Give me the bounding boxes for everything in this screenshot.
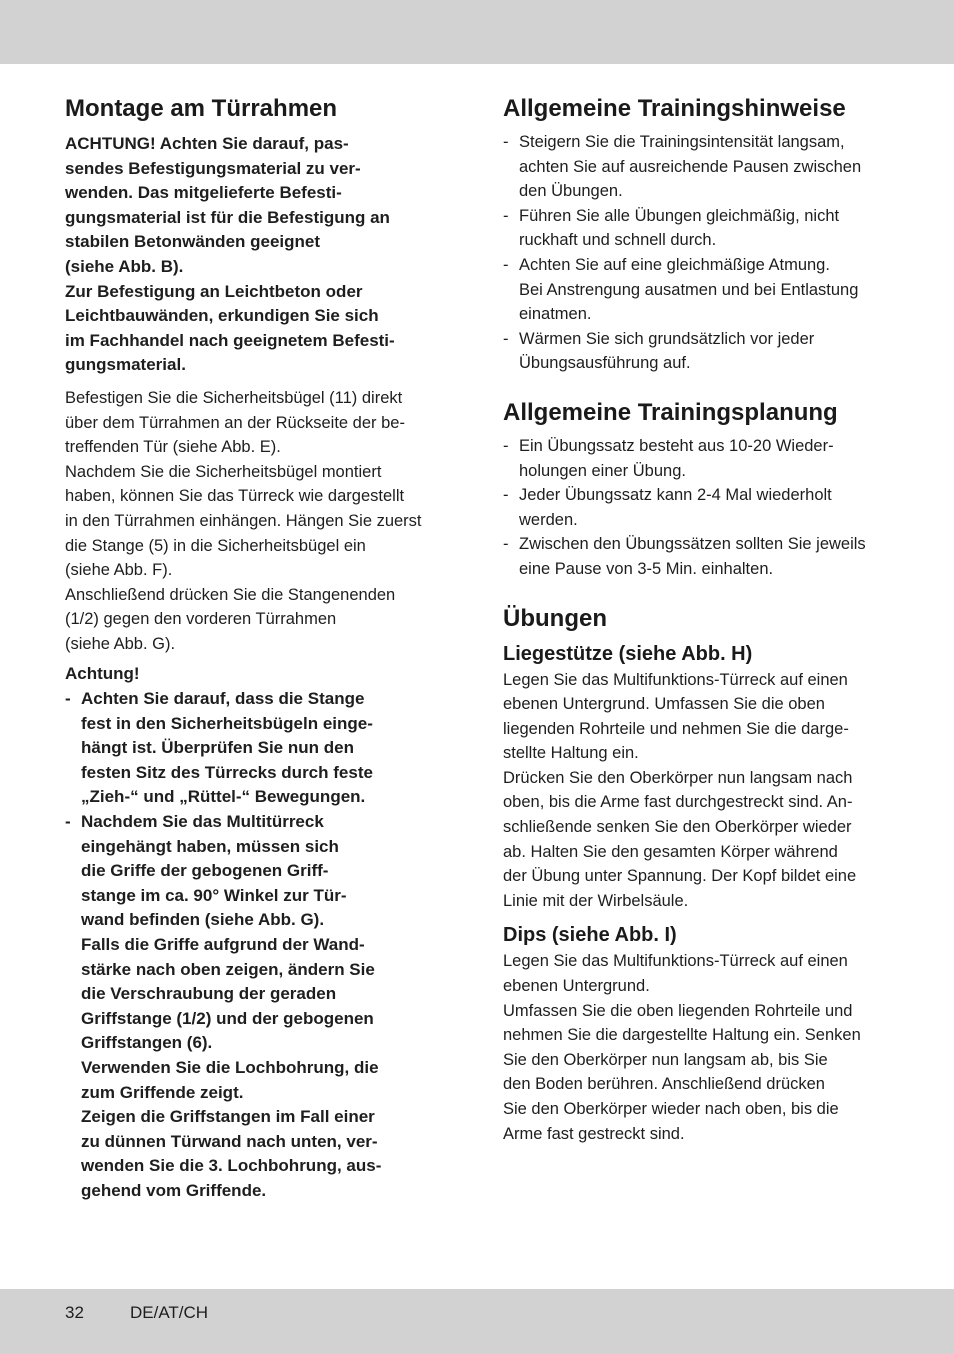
- body-line: (1/2) gegen den vorderen Türrahmen: [65, 610, 337, 629]
- body-line: Arme fast gestreckt sind.: [503, 1124, 685, 1143]
- list-line: zu dünnen Türwand nach unten, ver-: [81, 1131, 378, 1151]
- header-bar: [0, 0, 954, 64]
- list-item: [503, 327, 893, 376]
- body-line: haben, können Sie das Türreck wie dargestellt: [65, 487, 405, 506]
- trainingshinweise-list: [503, 130, 893, 376]
- body-line: stellte Haltung ein.: [503, 744, 639, 763]
- list-line: gehend vom Griffende.: [81, 1180, 267, 1200]
- list-item: [503, 532, 893, 581]
- body-line: treffenden Tür (siehe Abb. E).: [65, 438, 281, 457]
- achtung-label: Achtung!: [65, 664, 140, 684]
- body-line: Drücken Sie den Oberkörper nun langsam nach: [503, 768, 853, 787]
- body-line: Anschließend drücken Sie die Stangenenden: [65, 585, 396, 604]
- list-line: Übungsausführung auf.: [519, 354, 691, 373]
- warning-line: gungsmaterial ist für die Befestigung an: [65, 207, 390, 227]
- list-line: Bei Anstrengung ausatmen und bei Entlastung: [519, 280, 859, 299]
- list-line: Führen Sie alle Übungen gleichmäßig, nicht: [519, 206, 840, 225]
- list-line: den Übungen.: [519, 182, 623, 201]
- list-line: wenden Sie die 3. Lochbohrung, aus-: [81, 1156, 382, 1176]
- achtung-list: [65, 687, 451, 1203]
- dash-bullet: -: [65, 689, 71, 709]
- dash-bullet: -: [65, 812, 71, 832]
- list-line: fest in den Sicherheitsbügeln einge-: [81, 713, 373, 733]
- list-line: Verwenden Sie die Lochbohrung, die: [81, 1057, 379, 1077]
- warning-line: sendes Befestigungsmaterial zu ver-: [65, 158, 361, 178]
- list-line: eine Pause von 3-5 Min. einhalten.: [519, 559, 774, 578]
- list-item: [503, 204, 893, 253]
- list-line: ruckhaft und schnell durch.: [519, 231, 717, 250]
- list-line: Zeigen die Griffstangen im Fall einer: [81, 1107, 375, 1127]
- warning-line: ACHTUNG! Achten Sie darauf, pas-: [65, 134, 349, 153]
- body-line: schließende senken Sie den Oberkörper wieder: [503, 818, 852, 837]
- body-line: liegenden Rohrteile und nehmen Sie die darge-: [503, 719, 849, 738]
- list-item: [65, 687, 451, 810]
- list-line: stange im ca. 90° Winkel zur Tür-: [81, 885, 347, 905]
- body-line: Linie mit der Wirbelsäule.: [503, 891, 689, 910]
- body-line: ebenen Untergrund.: [503, 977, 650, 996]
- section-heading-trainingshinweise: Allgemeine Trainingshinweise: [503, 95, 846, 122]
- warning-line: im Fachhandel nach geeignetem Befesti-: [65, 330, 395, 350]
- dash-bullet: -: [503, 436, 509, 455]
- section-heading-montage: Montage am Türrahmen: [65, 95, 338, 122]
- mounting-instructions: [65, 386, 451, 657]
- subheading-liegestuetze: Liegestütze (siehe Abb. H): [503, 642, 753, 665]
- list-line: Jeder Übungssatz kann 2-4 Mal wiederholt: [519, 486, 832, 505]
- left-column: [65, 92, 451, 1204]
- region-label: DE/AT/CH: [130, 1303, 209, 1322]
- list-line: stärke nach oben zeigen, ändern Sie: [81, 959, 375, 979]
- body-line: nehmen Sie die dargestellte Haltung ein. Senken: [503, 1026, 861, 1045]
- list-line: Nachdem Sie das Multitürreck: [81, 812, 324, 832]
- list-line: Achten Sie auf eine gleichmäßige Atmung.: [519, 255, 830, 274]
- warning-line: Zur Befestigung an Leichtbeton oder: [65, 281, 363, 301]
- list-line: achten Sie auf ausreichende Pausen zwischen: [519, 157, 862, 176]
- list-line: Falls die Griffe aufgrund der Wand-: [81, 935, 365, 954]
- body-line: der Übung unter Spannung. Der Kopf bildet eine: [503, 867, 857, 886]
- body-line: Befestigen Sie die Sicherheitsbügel (11) direkt: [65, 388, 403, 407]
- body-line: ab. Halten Sie den gesamten Körper während: [503, 842, 838, 861]
- list-line: Ein Übungssatz besteht aus 10-20 Wieder-: [519, 436, 834, 455]
- right-column: [503, 92, 893, 1146]
- list-line: eingehängt haben, müssen sich: [81, 836, 339, 856]
- list-line: „Zieh-“ und „Rüttel-“ Bewegungen.: [81, 787, 366, 807]
- list-line: werden.: [519, 510, 578, 529]
- list-item: [503, 483, 893, 532]
- list-line: festen Sitz des Türrecks durch feste: [81, 762, 373, 782]
- warning-line: stabilen Betonwänden geeignet: [65, 232, 321, 252]
- warning-block: [65, 132, 451, 378]
- page-number: 32: [65, 1303, 84, 1322]
- body-line: Sie den Oberkörper wieder nach oben, bis die: [503, 1100, 839, 1118]
- body-line: oben, bis die Arme fast durchgestreckt sind. An-: [503, 793, 853, 812]
- list-line: holungen einer Übung.: [519, 461, 686, 480]
- liegestuetze-text: [503, 668, 893, 914]
- list-line: Griffstangen (6).: [81, 1033, 213, 1053]
- warning-line: Leichtbauwänden, erkundigen Sie sich: [65, 306, 379, 326]
- body-line: Legen Sie das Multifunktions-Türreck auf einen: [503, 952, 848, 971]
- list-line: Achten Sie darauf, dass die Stange: [81, 689, 365, 709]
- dash-bullet: -: [503, 329, 509, 348]
- body-line: den Boden berühren. Anschließend drücken: [503, 1075, 825, 1094]
- warning-line: wenden. Das mitgelieferte Befesti-: [65, 183, 342, 203]
- list-item: [65, 810, 451, 1204]
- section-heading-trainingsplanung: Allgemeine Trainingsplanung: [503, 398, 838, 426]
- list-line: Wärmen Sie sich grundsätzlich vor jeder: [519, 329, 815, 348]
- warning-line: (siehe Abb. B).: [65, 256, 184, 276]
- dash-bullet: -: [503, 486, 509, 505]
- section-heading-uebungen: Übungen: [503, 604, 607, 632]
- list-line: die Griffe der gebogenen Griff-: [81, 861, 329, 881]
- subheading-dips: Dips (siehe Abb. I): [503, 924, 677, 947]
- body-line: Nachdem Sie die Sicherheitsbügel montiert: [65, 462, 382, 481]
- list-line: Griffstange (1/2) und der gebogenen: [81, 1008, 374, 1028]
- list-line: Zwischen den Übungssätzen sollten Sie jeweils: [519, 535, 866, 554]
- body-line: Legen Sie das Multifunktions-Türreck auf einen: [503, 670, 848, 689]
- body-line: in den Türrahmen einhängen. Hängen Sie zuerst: [65, 511, 422, 530]
- dash-bullet: -: [503, 133, 509, 151]
- warning-line: gungsmaterial.: [65, 355, 186, 375]
- dash-bullet: -: [503, 535, 509, 554]
- list-line: Steigern Sie die Trainingsintensität langsam,: [519, 133, 845, 151]
- body-line: Umfassen Sie die oben liegenden Rohrteile und: [503, 1001, 853, 1020]
- list-item: [503, 130, 893, 204]
- body-line: die Stange (5) in die Sicherheitsbügel ein: [65, 536, 366, 555]
- dips-text: [503, 949, 893, 1146]
- list-item: [503, 434, 893, 483]
- list-line: zum Griffende zeigt.: [81, 1082, 244, 1102]
- trainingsplanung-list: [503, 434, 893, 582]
- list-line: die Verschraubung der geraden: [81, 984, 337, 1004]
- list-line: einatmen.: [519, 305, 592, 324]
- list-item: [503, 253, 893, 327]
- list-line: wand befinden (siehe Abb. G).: [81, 910, 325, 930]
- dash-bullet: -: [503, 255, 509, 274]
- dash-bullet: -: [503, 206, 509, 225]
- body-line: ebenen Untergrund. Umfassen Sie die oben: [503, 695, 825, 714]
- body-line: Sie den Oberkörper nun langsam ab, bis Sie: [503, 1050, 828, 1069]
- list-line: hängt ist. Überprüfen Sie nun den: [81, 738, 354, 758]
- body-line: über dem Türrahmen an der Rückseite der be-: [65, 413, 405, 432]
- body-line: (siehe Abb. F).: [65, 561, 173, 580]
- body-line: (siehe Abb. G).: [65, 634, 176, 653]
